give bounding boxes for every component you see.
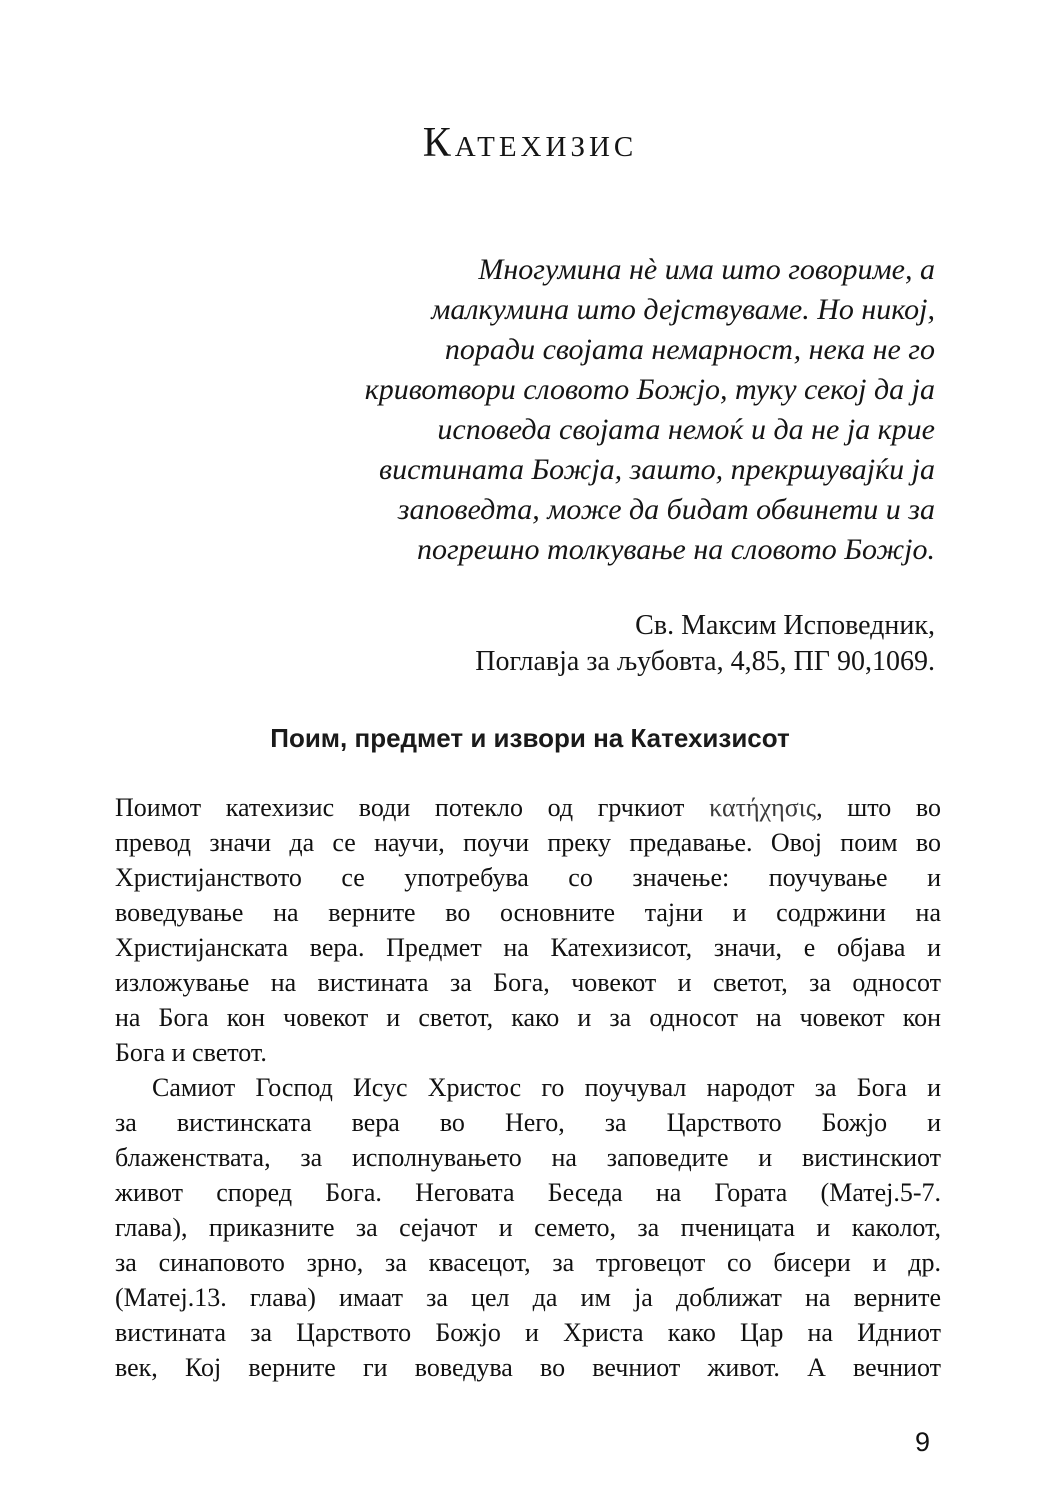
page-number: 9 [915, 1427, 931, 1457]
body-line: превод значи да се научи, поучи преку предавање. Овој поим во [115, 828, 941, 857]
greek-term: κατήχησις [709, 793, 817, 822]
body-line: Христијанството се употребува со значење: поучување и [115, 863, 941, 892]
attribution-author: Св. Максим Исповедник, [635, 610, 935, 641]
body-line: за вистинската вера во Него, за Царството Божјо и [115, 1108, 941, 1137]
section-heading: Поим, предмет и извори на Катехизисот [270, 723, 790, 753]
epigraph-line: заповедта, може да бидат обвинети и за [397, 493, 935, 526]
body-line-text: Поимот катехизис води потекло од грчкиот [115, 793, 710, 822]
body-line: на Бога кон човекот и светот, како и за односот на човекот кон [115, 1003, 941, 1032]
chapter-title: Катехизис [422, 120, 638, 166]
body-line: живот според Бога. Неговата Беседа на Гората (Матеј.5-7. [115, 1178, 941, 1207]
body-line: вистината за Царството Божјо и Христа како Цар на Идниот [115, 1318, 941, 1347]
body-text [115, 790, 941, 1385]
body-line: век, Кој верните ги воведува во вечниот живот. А вечниот [115, 1353, 941, 1382]
body-line: Христијанската вера. Предмет на Катехизисот, значи, е објава и [115, 933, 941, 962]
body-line: изложување на вистината за Бога, човекот и светот, за односот [115, 968, 941, 997]
body-line: воведување на верните во основните тајни и содржини на [115, 898, 941, 927]
body-line: блаженствата, за исполнувањето на заповедите и вистинскиот [115, 1143, 941, 1172]
body-line-text: , што во [816, 793, 941, 822]
epigraph-line: погрешно толкување на словото Божјо. [416, 533, 935, 566]
body-line [115, 790, 941, 825]
epigraph-line: поради својата немарност, нека не го [444, 333, 935, 366]
epigraph [285, 250, 935, 570]
body-line: (Матеј.13. глава) имаат за цел да им ја доближат на верните [115, 1283, 941, 1312]
epigraph-line: исповеда својата немоќ и да не ја крие [437, 413, 935, 446]
body-line: Самиот Господ Исус Христос го поучувал народот за Бога и [152, 1073, 941, 1102]
epigraph-line: Многумина нѐ има што говориме, а [478, 253, 935, 286]
epigraph-line: малкумина што дејствуваме. Но никој, [431, 293, 935, 326]
body-line: глава), приказните за сејачот и семето, за пченицата и каколот, [115, 1213, 941, 1242]
paragraph-1 [115, 790, 941, 1070]
body-line: за синаповото зрно, за квасецот, за трговецот со бисери и др. [115, 1248, 941, 1277]
paragraph-2 [115, 1070, 941, 1385]
epigraph-attribution [285, 608, 935, 680]
epigraph-line: вистината Божја, зашто, прекршувајќи ја [379, 453, 935, 486]
body-line: Бога и светот. [115, 1038, 267, 1067]
attribution-source: Поглавја за љубовта, 4,85, ПГ 90,1069. [475, 646, 935, 677]
epigraph-line: кривотвори словото Божјо, туку секој да ја [364, 373, 935, 406]
